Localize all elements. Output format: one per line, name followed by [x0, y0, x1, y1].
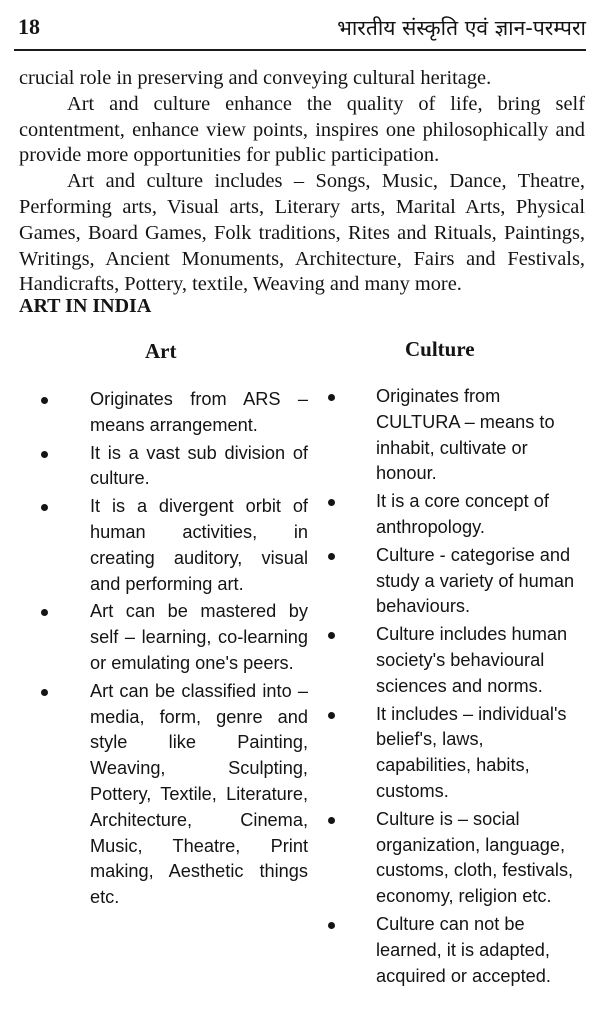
- culture-column-heading: Culture: [405, 337, 475, 361]
- section-heading: ART IN INDIA: [19, 295, 152, 317]
- list-item-text: It is a divergent orbit of human activities, in creating auditory, visual and performing art.: [90, 496, 308, 594]
- list-item: [90, 679, 308, 911]
- list-item: [90, 441, 308, 493]
- running-head: भारतीय संस्कृति एवं ज्ञान-परम्परा: [337, 16, 586, 40]
- bullet-icon: [41, 609, 48, 616]
- list-item: [376, 543, 580, 620]
- list-item-text: It is a vast sub division of culture.: [90, 442, 308, 489]
- bullet-icon: [41, 689, 48, 696]
- art-list: [90, 387, 308, 913]
- list-item: [376, 384, 580, 487]
- list-item-text: It includes – individual's belief's, laws, capabilities, habits, customs.: [376, 703, 567, 801]
- list-item-text: Originates from CULTURA – means to inhabit, cultivate or honour.: [376, 386, 555, 484]
- bullet-icon: [328, 394, 335, 401]
- bullet-icon: [328, 499, 335, 506]
- list-item-text: Art can be mastered by self – learning, co-learning or emulating one's peers.: [90, 601, 308, 673]
- bullet-icon: [328, 712, 335, 719]
- page-number: 18: [18, 14, 40, 39]
- list-item: [90, 494, 308, 597]
- list-item: [376, 489, 580, 541]
- bullet-icon: [41, 397, 48, 404]
- list-item: [376, 807, 580, 910]
- paragraph: Art and culture includes – Songs, Music, Dance, Theatre, Performing arts, Visual arts, Literary arts, Marital Arts, Physical Games, Board Games, Folk traditions, Rites and Rituals, Paintings, Writings, Ancient Monuments, Architecture, Fairs and Festivals, Handicrafts, Pottery, textile, Weaving and many more.: [19, 170, 585, 296]
- list-item-text: It is a core concept of anthropology.: [376, 491, 549, 537]
- list-item: [90, 599, 308, 676]
- bullet-icon: [328, 632, 335, 639]
- bullet-icon: [328, 817, 335, 824]
- list-item-text: Culture includes human society's behavioural sciences and norms.: [376, 624, 568, 696]
- list-item-text: Art can be classified into – media, form, genre and style like Painting, Weaving, Sculpting, Pottery, Textile, Literature, Architecture, Cinema, Music, Theatre, Print making, Aesthetic things etc.: [90, 680, 308, 908]
- list-item-text: Originates from ARS – means arrangement.: [90, 389, 308, 435]
- bullet-icon: [41, 504, 48, 511]
- list-item-text: Culture is – social organization, language, customs, cloth, festivals, economy, religion etc.: [376, 808, 574, 907]
- list-item: [90, 387, 308, 439]
- list-item-text: Culture - categorise and study a variety of human behaviours.: [376, 544, 575, 617]
- list-item-text: Culture can not be learned, it is adapted, acquired or accepted.: [376, 913, 551, 986]
- paragraph: crucial role in preserving and conveying cultural heritage.: [19, 67, 492, 89]
- bullet-icon: [328, 553, 335, 560]
- bullet-icon: [328, 922, 335, 929]
- list-item: [376, 702, 580, 805]
- body-text: [19, 66, 585, 298]
- bullet-icon: [41, 451, 48, 458]
- paragraph: Art and culture enhance the quality of life, bring self contentment, enhance view points, inspires one philosophically and provide more opportunities for public participation.: [19, 92, 585, 167]
- culture-list: [376, 384, 580, 991]
- list-item: [376, 622, 580, 699]
- list-item: [376, 912, 580, 989]
- art-column-heading: Art: [145, 339, 177, 363]
- header-rule: [14, 49, 586, 51]
